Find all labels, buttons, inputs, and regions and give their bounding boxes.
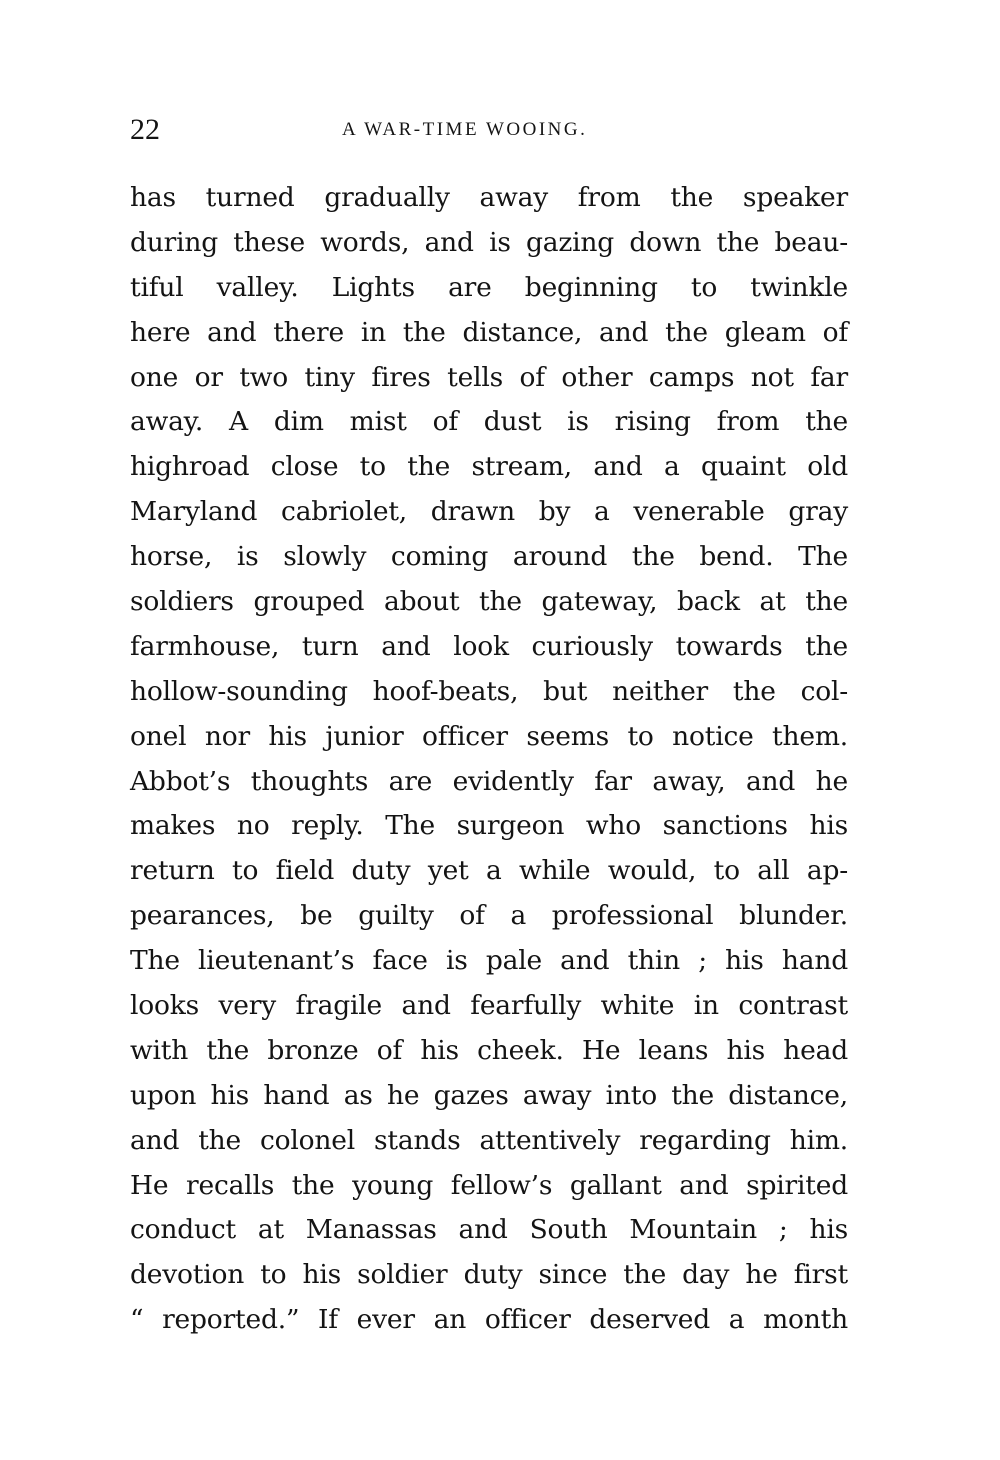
text-line: farmhouse, turn and look curiously towards the	[130, 630, 848, 662]
body-text	[130, 176, 848, 1343]
text-line: pearances, be guilty of a professional blunder.	[130, 900, 848, 932]
text-line: horse, is slowly coming around the bend. The	[130, 541, 848, 573]
running-head	[130, 108, 848, 152]
text-line: onel nor his junior officer seems to notice them.	[130, 720, 848, 752]
page-number: 22	[130, 113, 160, 146]
text-line: The lieutenant’s face is pale and thin ; his hand	[130, 945, 848, 977]
text-line: upon his hand as he gazes away into the distance,	[130, 1079, 848, 1111]
running-title: A WAR-TIME WOOING.	[342, 119, 588, 140]
text-line: looks very fragile and fearfully white in contrast	[130, 990, 848, 1022]
text-line: with the bronze of his cheek. He leans his head	[130, 1034, 848, 1066]
text-line: makes no reply. The surgeon who sanctions his	[130, 810, 848, 842]
text-line: highroad close to the stream, and a quaint old	[130, 451, 848, 483]
text-line: Maryland cabriolet, drawn by a venerable gray	[130, 496, 848, 528]
text-line: and the colonel stands attentively regarding him.	[130, 1124, 848, 1156]
text-line: “ reported.” If ever an officer deserved a month	[130, 1304, 848, 1336]
text-line: tiful valley. Lights are beginning to twinkle	[130, 271, 848, 303]
text-line: devotion to his soldier duty since the day he first	[130, 1259, 848, 1291]
text-line: one or two tiny fires tells of other camps not far	[130, 361, 848, 393]
text-line: hollow-sounding hoof-beats, but neither the col-	[130, 675, 848, 707]
text-line: Abbot’s thoughts are evidently far away, and he	[130, 765, 848, 797]
text-line: soldiers grouped about the gateway, back at the	[130, 586, 848, 618]
text-line: here and there in the distance, and the gleam of	[130, 316, 848, 348]
text-line: conduct at Manassas and South Mountain ; his	[130, 1214, 848, 1246]
text-line: He recalls the young fellow’s gallant and spirited	[130, 1169, 848, 1201]
text-line: during these words, and is gazing down the beau-	[130, 226, 848, 258]
text-line: return to field duty yet a while would, to all ap-	[130, 855, 848, 887]
text-line: has turned gradually away from the speaker	[130, 182, 848, 213]
text-line: away. A dim mist of dust is rising from the	[130, 406, 848, 438]
